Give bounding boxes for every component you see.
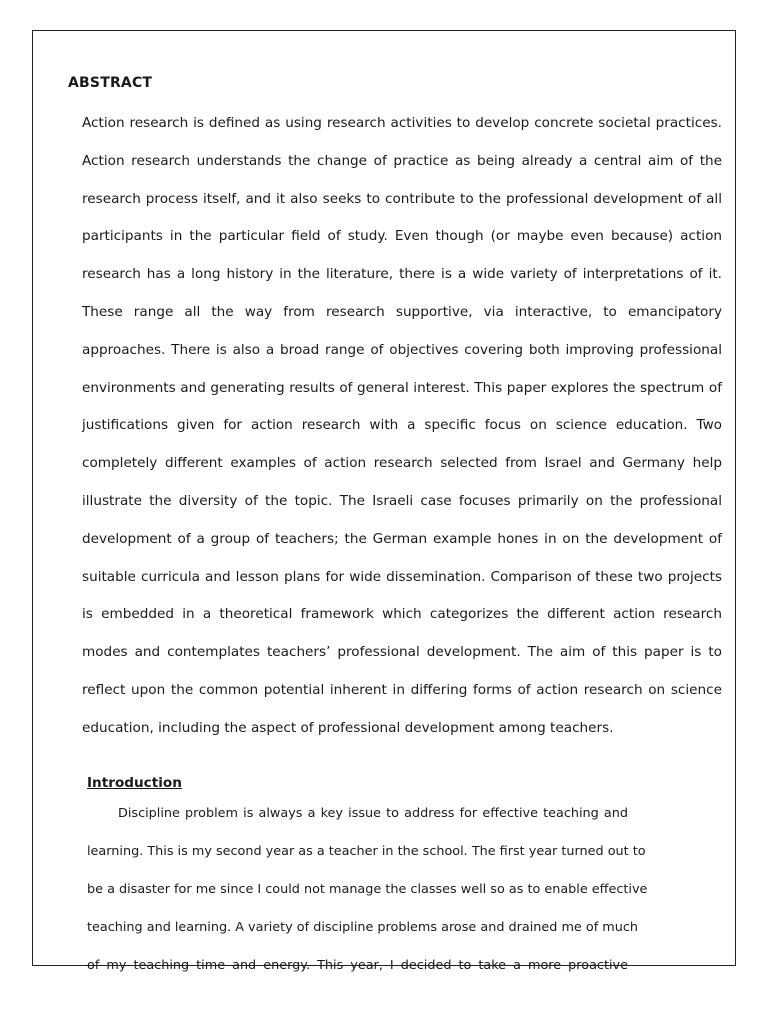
abstract-line: development of a group of teachers; the German example hones in on the development of: [82, 530, 722, 547]
abstract-line: is embedded in a theoretical framework which categorizes the different action research: [82, 606, 722, 623]
introduction-line: be a disaster for me since I could not manage the classes well so as to enable effective: [87, 882, 648, 897]
abstract-line: modes and contemplates teachers’ professional development. The aim of this paper is to: [82, 644, 722, 661]
abstract-line: justifications given for action research with a specific focus on science education. Two: [82, 417, 722, 434]
abstract-line: completely different examples of action research selected from Israel and Germany help: [82, 455, 722, 472]
abstract-line: Action research is defined as using research activities to develop concrete societal practices.: [82, 115, 722, 131]
abstract-line: research process itself, and it also seeks to contribute to the professional development of all: [82, 190, 722, 207]
introduction-line: of my teaching time and energy. This year, I decided to take a more proactive: [87, 958, 628, 973]
abstract-line: approaches. There is also a broad range of objectives covering both improving professional: [82, 341, 722, 358]
abstract-line: illustrate the diversity of the topic. The Israeli case focuses primarily on the professional: [82, 492, 722, 509]
abstract-line: education, including the aspect of professional development among teachers.: [82, 719, 614, 736]
abstract-line: participants in the particular field of study. Even though (or maybe even because) action: [82, 228, 722, 245]
abstract-body: [82, 113, 722, 756]
abstract-line: These range all the way from research supportive, via interactive, to emancipatory: [82, 303, 722, 320]
introduction-heading: Introduction: [87, 775, 182, 791]
abstract-line: environments and generating results of general interest. This paper explores the spectrum of: [82, 379, 722, 396]
abstract-heading: ABSTRACT: [68, 75, 153, 91]
introduction-line: teaching and learning. A variety of discipline problems arose and drained me of much: [87, 920, 639, 935]
abstract-line: Action research understands the change of practice as being already a central aim of the: [82, 152, 722, 169]
introduction-body: [87, 804, 648, 994]
introduction-line: Discipline problem is always a key issue to address for effective teaching and: [118, 806, 628, 821]
abstract-line: suitable curricula and lesson plans for wide dissemination. Comparison of these two projects: [82, 568, 722, 585]
abstract-line: reflect upon the common potential inherent in differing forms of action research on science: [82, 681, 722, 698]
introduction-line: learning. This is my second year as a teacher in the school. The first year turned out to: [87, 844, 646, 859]
abstract-line: research has a long history in the literature, there is a wide variety of interpretations of it.: [82, 266, 722, 283]
